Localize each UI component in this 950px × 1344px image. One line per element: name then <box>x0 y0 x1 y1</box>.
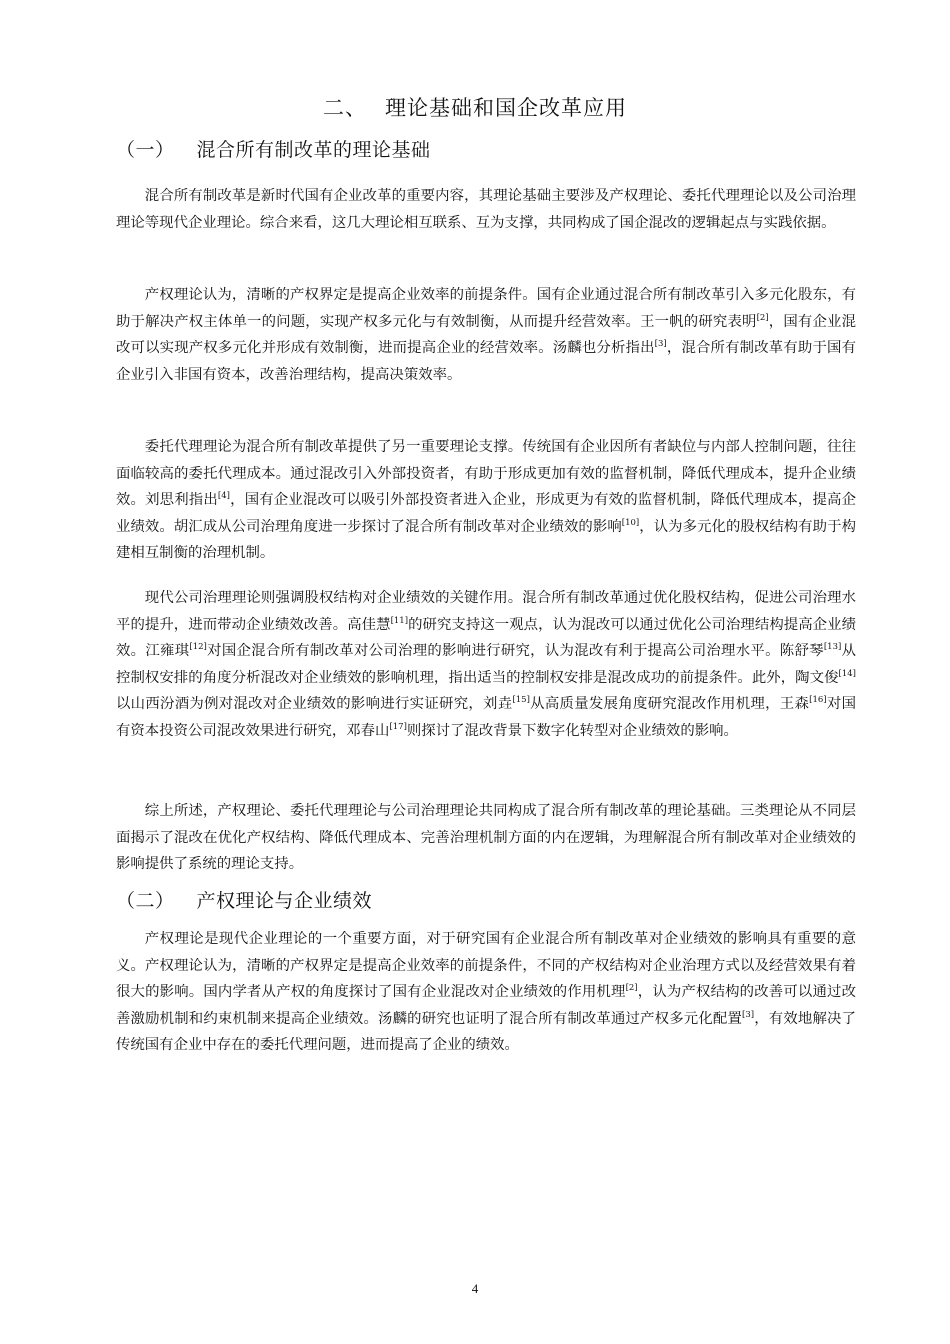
paragraph-text: 委托代理理论为混合所有制改革提供了另一重要理论支撑。传统国有企业因所有者缺位与内部人控制问题，往往面临较高的委托代理成本。通过混改引入外部投资者，有助于形成更加有效的监督机制，降低代理成本，提升企业绩效。刘思利指出 <box>116 439 856 509</box>
paragraph-text: 对国有资本投资公司混改效果进行研究，邓春山 <box>116 696 856 739</box>
paragraph-5 <box>116 798 856 878</box>
paragraph-text: 综上所述，产权理论、委托代理理论与公司治理理论共同构成了混合所有制改革的理论基础。三类理论从不同层面揭示了混改在优化产权结构、降低代理成本、完善治理机制方面的内在逻辑，为理解混合所有制改革对企业绩效的影响提供了系统的理论支持。 <box>116 803 856 873</box>
subsection-number: （一） <box>116 139 175 161</box>
section-number: 二、 <box>323 96 367 120</box>
paragraph-text: ，有效地解决了传统国有企业中存在的委托代理问题，进而提高了企业的绩效。 <box>116 1010 856 1054</box>
section-title <box>0 92 950 122</box>
paragraph-text: 以山西汾酒为例对混改对企业绩效的影响进行实证研究，刘垚 <box>116 696 513 713</box>
citation: [15] <box>512 695 530 706</box>
paragraph-text: ，认为产权结构的改善可以通过改善激励机制和约束机制来提高企业绩效。汤麟的研究也证明了混合所有制改革通过产权多元化配置 <box>116 984 856 1027</box>
paragraph-2 <box>116 282 856 388</box>
citation: [3] <box>654 339 667 350</box>
paragraph-text: ，国有企业混改可以吸引外部投资者进入企业，形成更为有效的监督机制，降低代理成本，提高企业绩效。胡汇成从公司治理角度进一步探讨了混合所有制改革对企业绩效的影响 <box>116 492 856 535</box>
citation: [17] <box>389 721 407 732</box>
paragraph-text: 混合所有制改革是新时代国有企业改革的重要内容，其理论基础主要涉及产权理论、委托代理理论以及公司治理理论等现代企业理论。综合来看，这几大理论相互联系、互为支撑，共同构成了国企混改的逻辑起点与实践依据。 <box>116 188 856 231</box>
citation: [10] <box>621 517 640 528</box>
paragraph-text: 从高质量发展角度研究混改作用机理，王森 <box>529 696 810 713</box>
citation: [2] <box>756 312 769 323</box>
citation: [2] <box>625 983 638 994</box>
section-title-text: 理论基础和国企改革应用 <box>385 96 627 120</box>
citation: [3] <box>742 1009 755 1020</box>
citation: [14] <box>838 668 856 679</box>
paragraph-text: 现代公司治理理论则强调股权结构对企业绩效的关键作用。混合所有制改革通过优化股权结构，促进公司治理水平的提升，进而带动企业绩效改善。高佳慧 <box>116 590 856 633</box>
subsection-title-text: 产权理论与企业绩效 <box>196 890 373 912</box>
paragraph-text: 从控制权安排的角度分析混改对企业绩效的影响机理，指出适当的控制权安排是混改成功的前提条件。此外，陶文俊 <box>116 643 856 686</box>
citation: [4] <box>217 491 230 502</box>
subsection-title-text: 混合所有制改革的理论基础 <box>196 139 431 161</box>
citation: [16] <box>809 695 827 706</box>
paragraph-1 <box>116 183 856 236</box>
paragraph-text: 产权理论认为，清晰的产权界定是提高企业效率的前提条件。国有企业通过混合所有制改革引入多元化股东，有助于解决产权主体单一的问题，实现产权多元化与有效制衡，从而提升经营效率。王一帆的研究表明 <box>116 287 856 330</box>
subsection-title-2 <box>116 886 372 913</box>
paragraph-3 <box>116 434 856 567</box>
paragraph-4 <box>116 585 856 745</box>
paragraph-text: ，国有企业混改可以实现产权多元化并形成有效制衡，进而提高企业的经营效率。汤麟也分析指出 <box>116 313 856 357</box>
paragraph-text: 的研究支持这一观点，认为混改可以通过优化公司治理结构提高企业绩效。江雍琪 <box>116 616 856 660</box>
paragraph-text: ，认为多元化的股权结构有助于构建相互制衡的治理机制。 <box>116 518 856 562</box>
paragraph-text: 则探讨了混改背景下数字化转型对企业绩效的影响。 <box>406 722 738 739</box>
subsection-number: （二） <box>116 890 175 912</box>
paragraph-6 <box>116 926 856 1059</box>
subsection-title-1 <box>116 135 431 162</box>
paragraph-text: ，混合所有制改革有助于国有企业引入非国有资本，改善治理结构，提高决策效率。 <box>116 340 856 383</box>
citation: [11] <box>390 615 409 626</box>
page-number: 4 <box>471 1281 479 1296</box>
citation: [12] <box>189 642 207 653</box>
paragraph-text: 对国企混合所有制改革对公司治理的影响进行研究，认为混改有利于提高公司治理水平。陈舒琴 <box>206 643 824 660</box>
paragraph-text: 产权理论是现代企业理论的一个重要方面，对于研究国有企业混合所有制改革对企业绩效的影响具有重要的意义。产权理论认为，清晰的产权界定是提高企业效率的前提条件，不同的产权结构对企业治理方式以及经营效果有着很大的影响。国内学者从产权的角度探讨了国有企业混改对企业绩效的作用机理 <box>116 931 856 1001</box>
citation: [13] <box>823 642 842 653</box>
